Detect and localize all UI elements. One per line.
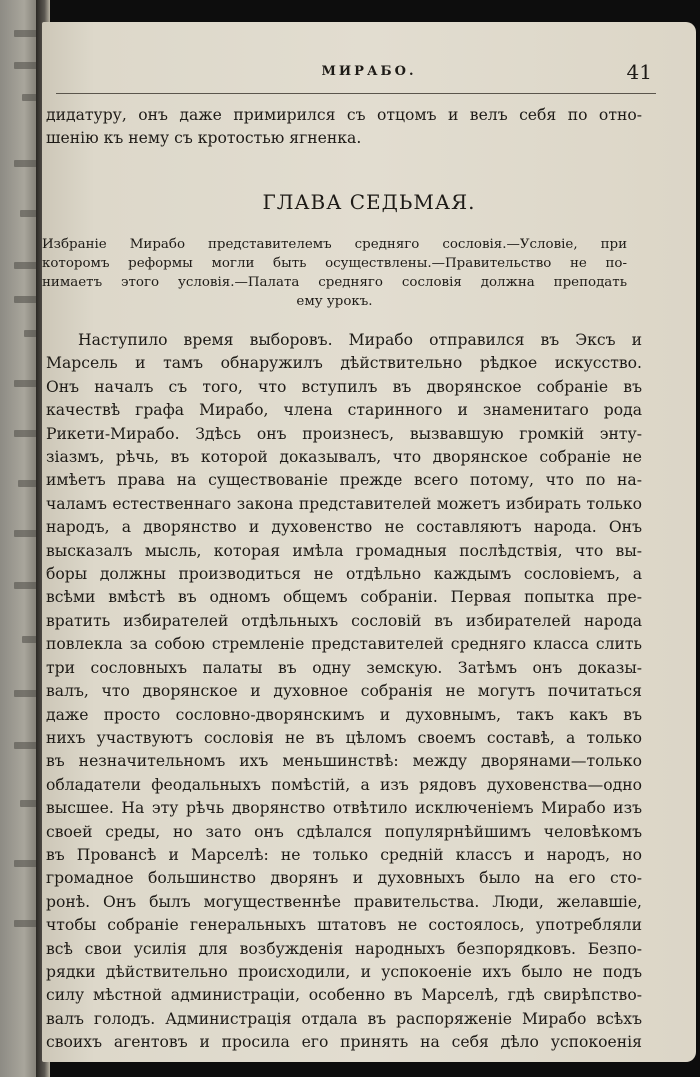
body-line: чтобы собраніе генеральныхъ штатовъ не состоялось, употребляли — [46, 916, 642, 935]
body-text — [46, 329, 642, 1055]
summary-line: ему урокъ. — [296, 294, 373, 309]
body-line: нихъ участвуютъ сословія не въ цѣломъ своемъ составѣ, а только — [46, 728, 642, 747]
header-rule — [56, 93, 656, 94]
body-line: въ Провансѣ и Марселѣ: не только средній классъ и народъ, но — [46, 845, 642, 864]
body-line: повлекла за собою стремленіе представителей средняго класса слить — [46, 635, 642, 654]
body-line: валъ голодъ. Администрація отдала въ распоряженіе Мирабо всѣхъ — [46, 1009, 642, 1028]
summary-line: Избраніе Мирабо представителемъ средняго сословія.—Условіе, при — [42, 237, 627, 252]
body-line: чаламъ естественнаго закона представителей можетъ избирать только — [46, 494, 642, 513]
body-line: громадное большинство дворянъ и духовныхъ было на его сто- — [46, 869, 642, 888]
body-line: Онъ началъ съ того, что вступилъ въ дворянское собраніе въ — [46, 377, 642, 396]
body-line: даже просто сословно-дворянскимъ и духовнымъ, такъ какъ въ — [46, 705, 642, 724]
running-title: МИРАБО. — [321, 64, 417, 79]
summary-line: которомъ реформы могли быть осуществлены.—Правительство не по- — [42, 256, 627, 271]
body-line: Наступило время выборовъ. Мирабо отправился въ Эксъ и — [78, 331, 642, 349]
body-line: силу мѣстной администраціи, особенно въ Марселѣ, гдѣ свирѣпство- — [46, 986, 642, 1005]
body-line: высказалъ мысль, которая имѣла громадныя послѣдствія, что вы- — [46, 541, 642, 560]
text-line: дидатуру, онъ даже примирился съ отцомъ и велъ себя по отно- — [46, 106, 642, 124]
body-line: народъ, а дворянство и духовенство не составляютъ народа. Онъ — [46, 518, 642, 537]
intro-paragraph — [46, 104, 642, 151]
body-line: три сословныхъ палаты въ одну земскую. Затѣмъ онъ доказы- — [46, 658, 642, 677]
chapter-summary — [42, 235, 627, 311]
page-header — [42, 60, 696, 96]
body-line: валъ, что дворянское и духовное собранія не могутъ почитаться — [46, 682, 642, 701]
body-line: Марсель и тамъ обнаружилъ дѣйствительно рѣдкое искусство. — [46, 354, 642, 373]
text-line: шенію къ нему съ кротостью ягненка. — [46, 129, 362, 148]
body-line: Рикети-Мирабо. Здѣсь онъ произнесъ, вызвавшую громкій энту- — [46, 424, 642, 443]
body-line: въ незначительномъ ихъ меньшинствѣ: между дворянами—только — [46, 752, 642, 771]
book-page — [42, 22, 696, 1062]
body-line: вратить избирателей отдѣльныхъ сословій въ избирателей народа — [46, 611, 642, 630]
body-line: высшее. На эту рѣчь дворянство отвѣтило исключеніемъ Мирабо изъ — [46, 799, 642, 818]
body-line: всѣ свои усилія для возбужденія народныхъ безпорядковъ. Безпо- — [46, 939, 642, 958]
body-line: ронѣ. Онъ былъ могущественнѣе правительства. Люди, желавшіе, — [46, 892, 642, 911]
body-line: всѣми вмѣстѣ въ одномъ общемъ собраніи. Первая попытка пре- — [46, 588, 642, 607]
body-line: своихъ агентовъ и просила его принять на себя дѣло успокоенія — [46, 1033, 642, 1052]
body-line: имѣетъ права на существованіе прежде всего потому, что по на- — [46, 471, 642, 490]
body-line: обладатели феодальныхъ помѣстій, а изъ рядовъ духовенства—одно — [46, 775, 642, 794]
body-line: боры должны производиться не отдѣльно каждымъ сословіемъ, а — [46, 565, 642, 584]
chapter-title: ГЛАВА СЕДЬМАЯ. — [262, 190, 476, 214]
page-number: 41 — [626, 60, 652, 84]
body-line: рядки дѣйствительно происходили, и успокоеніе ихъ было не подъ — [46, 962, 642, 981]
body-line: зіазмъ, рѣчь, въ которой доказывалъ, что дворянское собраніе не — [46, 448, 642, 467]
body-line: своей среды, но зато онъ сдѣлался популярнѣйшимъ человѣкомъ — [46, 822, 642, 841]
summary-line: нимаетъ этого условія.—Палата средняго сословія должна преподать — [42, 275, 627, 290]
body-line: качествѣ графа Мирабо, члена старинного и знаменитаго рода — [46, 401, 642, 420]
